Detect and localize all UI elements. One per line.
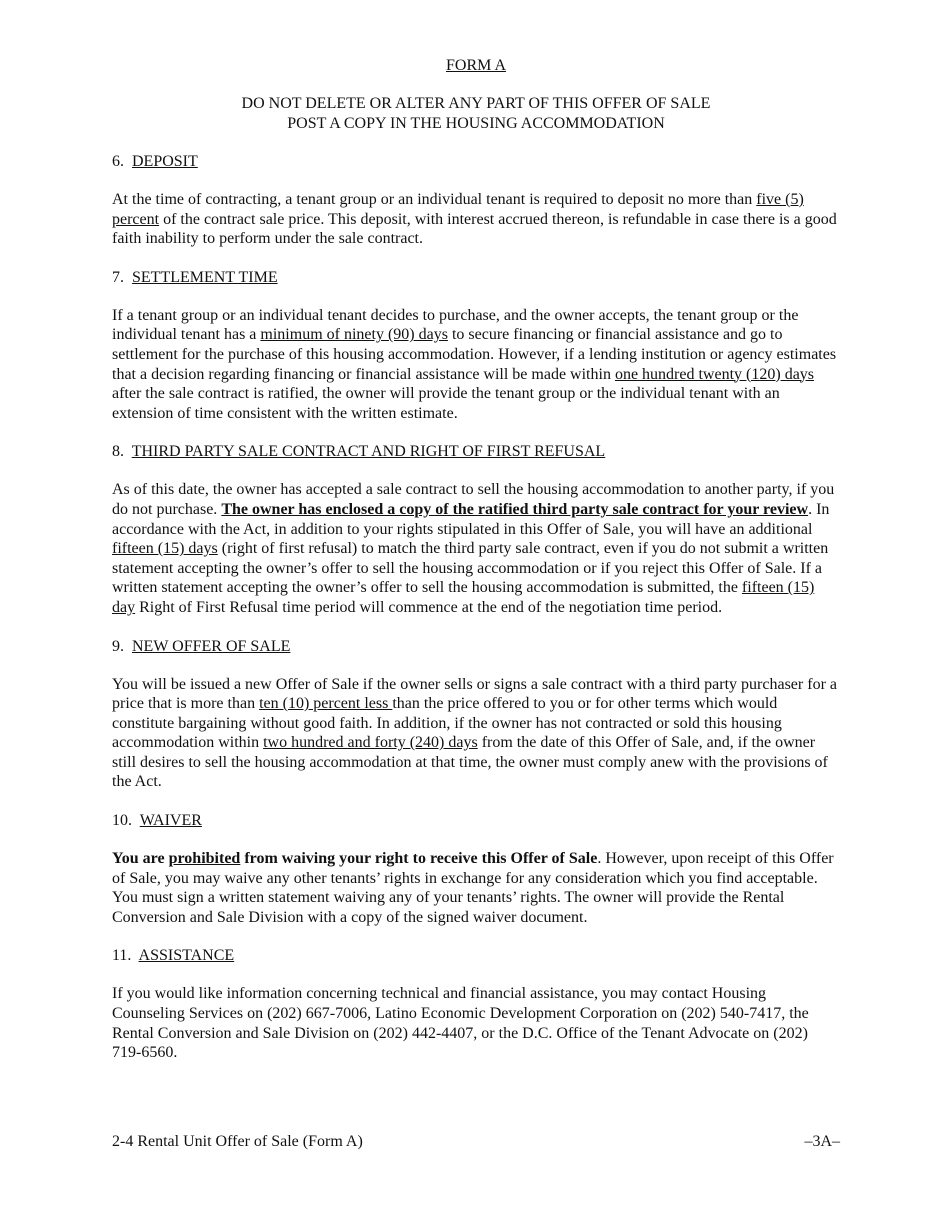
section-9-text: You will be issued a new Offer of Sale if the owner sells or signs a sale contract with a third party purchaser for a price that is more than (112, 675, 837, 713)
section-10-bold: from waiving your right to receive this Offer of Sale (240, 850, 598, 868)
section-6-text: At the time of contracting, a tenant group or an individual tenant is required to deposit no more than (112, 191, 757, 208)
page-footer (112, 1132, 840, 1152)
section-10-body (112, 849, 840, 927)
section-7-title: SETTLEMENT TIME (132, 268, 278, 286)
section-7-text: after the sale contract is ratified, the owner will provide the tenant group or the individual tenant with an extension of time consistent with the written estimate. (112, 385, 780, 422)
section-9-number: 9. (112, 637, 124, 655)
section-8-bold-underline: The owner has enclosed a copy of the ratified third party sale contract for your review (221, 500, 809, 518)
section-11-body (112, 984, 840, 1062)
section-6-underline: five (5) percent (112, 191, 804, 228)
section-8-underline: fifteen (15) days (112, 540, 218, 558)
section-7-underline: one hundred twenty (120) days (614, 365, 815, 383)
section-10-bold: You are (112, 850, 169, 868)
section-8-title: THIRD PARTY SALE CONTRACT AND RIGHT OF FIRST REFUSAL (131, 443, 606, 461)
section-10-heading (112, 811, 840, 831)
section-8-number: 8. (112, 443, 124, 461)
footer-page-number: –3A– (804, 1133, 840, 1150)
section-11-heading (112, 946, 840, 966)
section-11-text: If you would like information concerning technical and financial assistance, you may contact Housing Counseling Services on (202) 667-7006, Latino Economic Development Corporation on (202) 540-7417, the Rental Conversion and Sale Division on (202) 442-4407, or the D.C. Office of the Tenant Advocate on (202) 719-6560. (112, 985, 809, 1062)
section-6-body (112, 190, 840, 249)
notice-block (112, 94, 840, 134)
section-8-heading (112, 442, 840, 462)
section-9-heading (112, 637, 840, 657)
section-10-text: . However, upon receipt of this Offer of Sale, you may waive any other tenants’ rights in exchange for any consideration which you find acceptable. You must sign a written statement waiving any of your tenants’ rights. The owner will provide the Rental Conversion and Sale Division with a copy of the signed waiver document. (112, 850, 834, 926)
notice-line-1: DO NOT DELETE OR ALTER ANY PART OF THIS OFFER OF SALE (241, 95, 711, 112)
section-9-underline: two hundred and forty (240) days (263, 734, 478, 752)
section-8-body (112, 480, 840, 617)
section-10-bold-underline: prohibited (168, 850, 241, 868)
section-9-text: from the date of this Offer of Sale, and, if the owner still desires to sell the housing accommodation at that time, the owner must comply anew with the provisions of the Act. (112, 734, 828, 791)
section-9-underline: ten (10) percent less (259, 695, 393, 713)
section-10-title: WAIVER (139, 812, 202, 830)
section-11-number: 11. (112, 947, 132, 965)
notice-line-2: POST A COPY IN THE HOUSING ACCOMMODATION (287, 115, 665, 132)
section-6-title: DEPOSIT (132, 153, 198, 170)
section-7-text: If a tenant group or an individual tenant decides to purchase, and the owner accepts, the tenant group or the individual tenant has a (112, 306, 799, 344)
section-8-text: (right of first refusal) to match the third party sale contract, even if you do not submit a written statement accepting the owner’s offer to sell the housing accommodation or if you reject this Offer of Sale. If a written statement accepting the owner’s offer to sell the housing accommodation is submitted, the (112, 540, 829, 597)
section-6-number: 6. (112, 153, 124, 170)
section-6-text: of the contract sale price. This deposit, with interest accrued thereon, is refundable in case there is a good faith inability to perform under the sale contract. (112, 210, 837, 248)
section-7-underline: minimum of ninety (90) days (260, 326, 448, 344)
section-9-text: than the price offered to you or for other terms which would constitute bargaining without good faith. In addition, if the owner has not contracted or sold this housing accommodation within (112, 695, 782, 752)
section-7-body (112, 306, 840, 424)
document-page (112, 56, 840, 1082)
section-8-text: As of this date, the owner has accepted a sale contract to sell the housing accommodation to another party, if you do not purchase. (112, 481, 835, 518)
section-7-heading (112, 268, 840, 288)
section-8-underline: fifteen (15) day (112, 579, 815, 616)
section-9-body (112, 675, 840, 793)
section-7-text: to secure financing or financial assistance and go to settlement for the purchase of this housing accommodation. However, if a lending institution or agency estimates that a decision regarding financing or financial assistance will be made within (112, 326, 837, 383)
section-9-title: NEW OFFER OF SALE (132, 637, 291, 655)
section-6-heading (112, 152, 840, 172)
section-10-number: 10. (112, 812, 132, 830)
section-8-text: Right of First Refusal time period will commence at the end of the negotiation time period. (135, 598, 723, 616)
section-8-text: . In accordance with the Act, in addition to your rights stipulated in this Offer of Sale, you will have an additional (112, 500, 830, 538)
section-7-number: 7. (112, 268, 124, 286)
form-title: FORM A (445, 57, 507, 74)
section-11-title: ASSISTANCE (138, 947, 235, 965)
footer-form-reference: 2-4 Rental Unit Offer of Sale (Form A) (112, 1133, 363, 1150)
